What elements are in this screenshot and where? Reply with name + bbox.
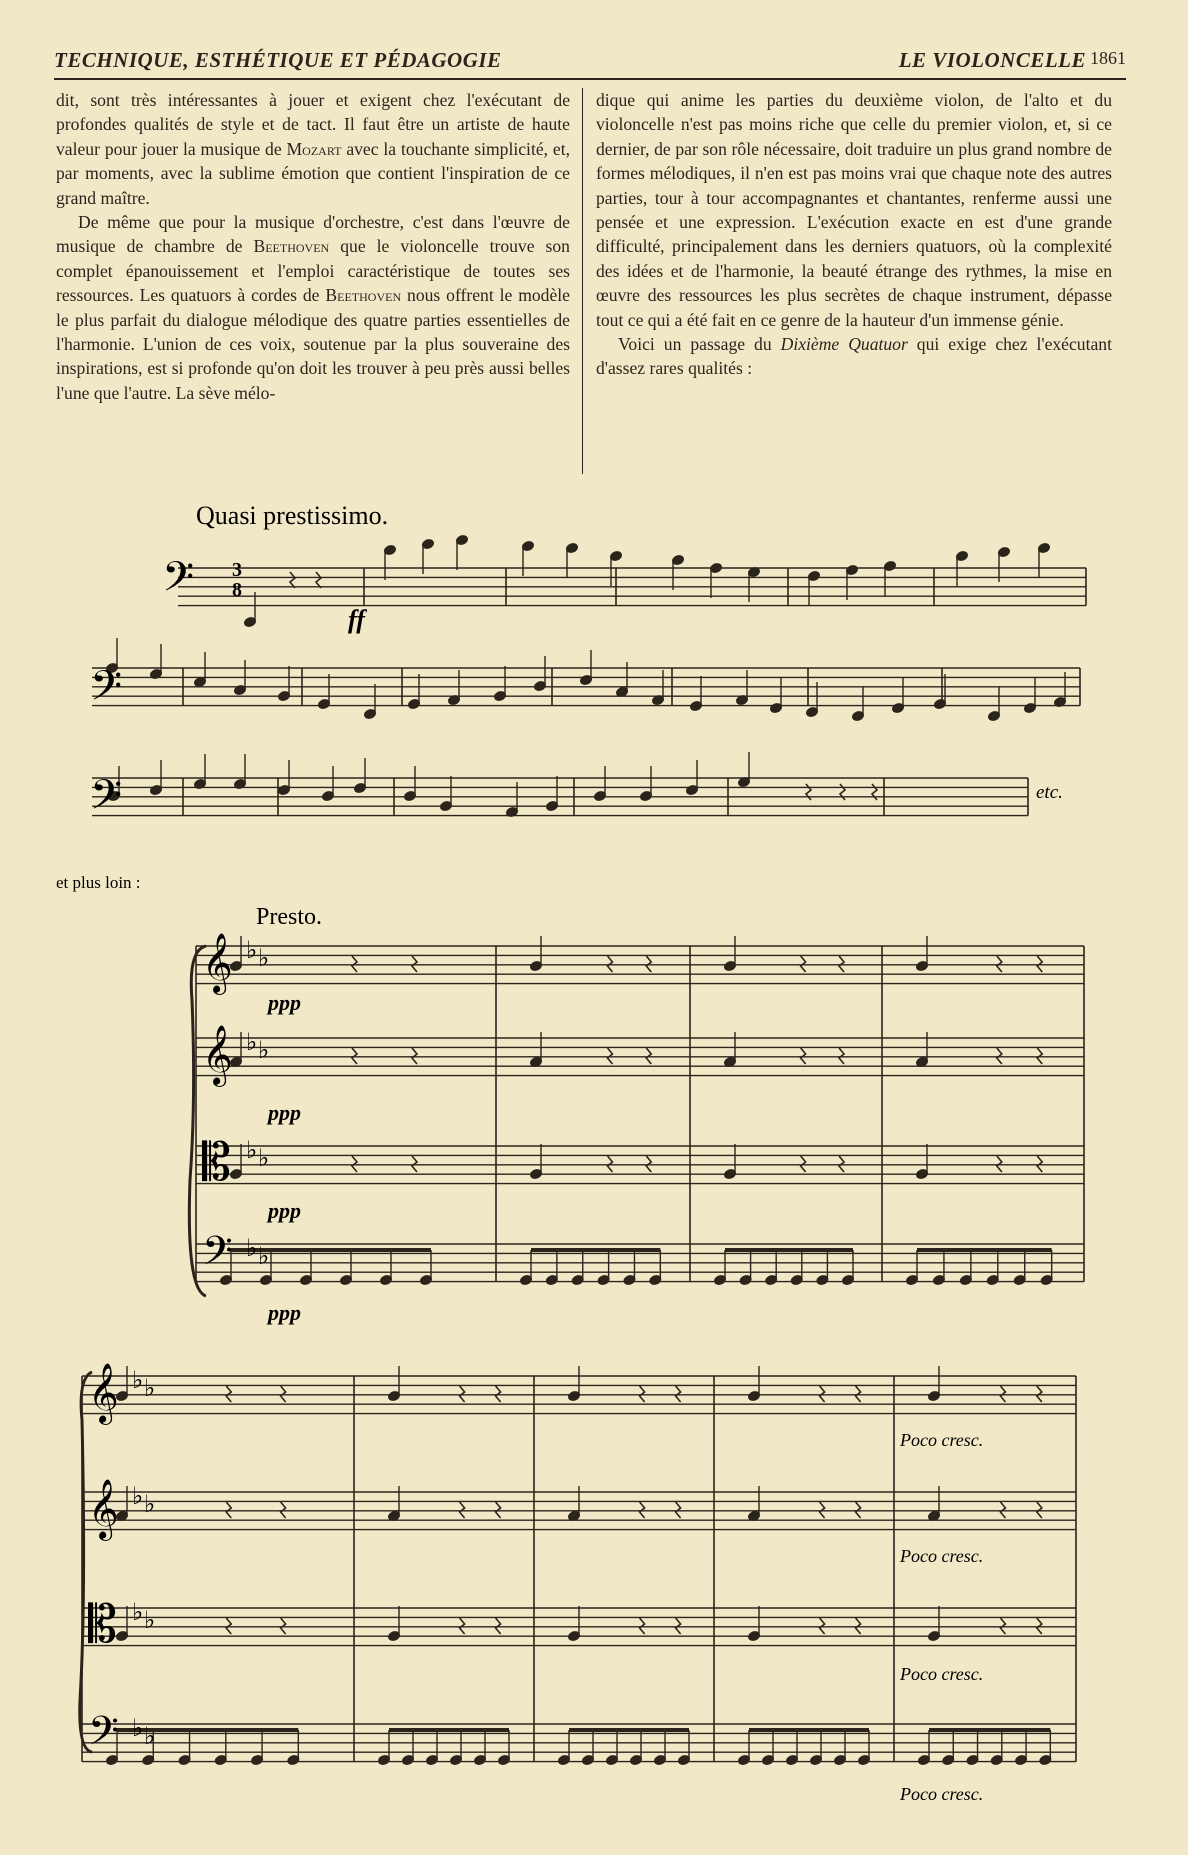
rest-symbol (801, 956, 806, 972)
text: nous offrent le modèle le plus parfait du dialogue mélodique des quatre parties essentielles de l'harmonie. L'union de ces voix, soutenue par la plus souveraine des inspirations, est si profonde qu'on doit les trouver à peu près aussi belles l'une que l'autre. La sève mélo- (56, 285, 570, 403)
rest-symbol (640, 1386, 645, 1402)
rest-symbol (352, 1048, 357, 1064)
rest-symbol (676, 1386, 681, 1402)
rest-symbol (496, 1502, 501, 1518)
transition-text: et plus loin : (56, 873, 141, 892)
flat-icon: ♭ (246, 1136, 258, 1164)
rest-symbol (640, 1502, 645, 1518)
text: Voici un passage du (618, 334, 781, 355)
flat-icon: ♭ (246, 936, 258, 964)
bass-clef-icon: 𝄢 (90, 662, 123, 720)
rest-symbol (607, 1156, 612, 1172)
dynamic-marking: ff (348, 605, 365, 634)
tempo-marking: Presto. (256, 904, 322, 930)
etc-label: etc. (1036, 782, 1063, 803)
text: que le violoncelle trouve son complet épanouissement et l'emploi caractéristique de toutes ses ressources. Les quatuors à cordes de (56, 236, 570, 306)
flat-icon: ♭ (246, 1234, 258, 1262)
flat-icon: ♭ (132, 1366, 144, 1394)
rest-symbol (640, 1618, 645, 1634)
text: avec la touchante simplicité, et, par moments, avec la sublime émotion que contient l'inspiration de ce grand maître. (56, 138, 571, 208)
rest-symbol (806, 784, 811, 800)
rest-symbol (226, 1502, 231, 1518)
rest-symbol (856, 1502, 861, 1518)
bass-clef-icon: 𝄢 (88, 1708, 119, 1764)
dynamics-layer (266, 990, 983, 1804)
treble-clef-icon: 𝄞 (202, 933, 233, 993)
cresc-marking: Poco cresc. (900, 1664, 984, 1684)
rest-symbol (460, 1502, 465, 1518)
rest-symbol (1000, 1618, 1005, 1634)
rest-symbol (820, 1502, 825, 1518)
rest-symbol (460, 1386, 465, 1402)
rest-symbol (840, 784, 845, 800)
rest-symbol (839, 1048, 844, 1064)
dynamic-marking: ppp (268, 1198, 301, 1223)
rest-symbol (1037, 1618, 1042, 1634)
rest-symbol (316, 572, 321, 588)
rest-symbol (856, 1386, 861, 1402)
rest-symbol (281, 1502, 286, 1518)
rest-symbol (281, 1386, 286, 1402)
flat-icon: ♭ (144, 1490, 156, 1518)
rest-symbol (676, 1618, 681, 1634)
rest-symbol (412, 956, 417, 972)
rest-symbol (801, 1048, 806, 1064)
paragraph: dique qui anime les parties du deuxième violon, de l'alto et du violoncelle n'est pas moins riche que celle du premier violon, et, si ce dernier, de par son rôle nécessaire, doit traduire un plus grand nombre de formes mélodiques, il n'en est pas moins vrai que chaque note des autres parties, tour à tour accompagnantes et chantantes, renferme aussi une pensée et une expression. L'exécution exacte en est d'une grande difficulté, principalement dans les derniers quatuors, où la complexité des idées et de l'harmonie, la beauté étrange des rythmes, la mise en œuvre des ressources les plus secrètes de chaque instrument, dépasse tout ce qui a été fait en ce genre de la hauteur d'un immense génie. (596, 90, 1112, 330)
work-title: Dixième Quatuor (780, 334, 908, 355)
flat-icon: ♭ (132, 1482, 144, 1510)
rest-symbol (872, 784, 877, 800)
treble-clef-icon: 𝄞 (88, 1479, 119, 1539)
rest-symbol (460, 1618, 465, 1634)
rest-symbol (281, 1618, 286, 1634)
flat-icon: ♭ (144, 1722, 156, 1750)
rest-symbol (1037, 1502, 1042, 1518)
dynamic-marking: ppp (268, 1100, 301, 1125)
alto-clef-icon: 𝄡 (88, 1595, 118, 1655)
flat-icon: ♭ (144, 1374, 156, 1402)
bass-clef-icon: 𝄢 (90, 771, 123, 829)
rest-symbol (820, 1386, 825, 1402)
bass-clef-icon: 𝄢 (202, 1228, 233, 1284)
rest-symbol (352, 956, 357, 972)
composer-name: Beethoven (253, 236, 330, 257)
rest-symbol (226, 1386, 231, 1402)
rest-symbol (997, 1156, 1002, 1172)
time-signature-top: 3 (232, 559, 242, 581)
flat-icon: ♭ (132, 1598, 144, 1626)
rest-symbol (412, 1156, 417, 1172)
dynamic-marking: ppp (268, 1300, 301, 1325)
rest-symbol (997, 1048, 1002, 1064)
alto-clef-icon: 𝄡 (202, 1133, 232, 1193)
rest-symbol (856, 1618, 861, 1634)
rest-symbol (412, 1048, 417, 1064)
text: De même que pour la musique d'orchestre, c'est dans l'œuvre de musique de chambre de (56, 212, 570, 257)
treble-clef-icon: 𝄞 (202, 1025, 233, 1085)
page-number: 1861 (1090, 48, 1126, 68)
text: dit, sont très intéressantes à jouer et exigent chez l'exécutant de profondes qualités de style et de tact. Il faut être un artiste de haute valeur pour jouer la musique de (56, 90, 570, 159)
rest-symbol (1037, 956, 1042, 972)
rest-symbol (839, 956, 844, 972)
staff-lines (82, 568, 1086, 1762)
bass-clef-icon: 𝄢 (162, 553, 195, 611)
rest-symbol (1037, 1048, 1042, 1064)
flat-icon: ♭ (258, 1144, 270, 1172)
rest-symbol (1037, 1386, 1042, 1402)
rest-symbol (607, 956, 612, 972)
rest-symbol (646, 956, 651, 972)
composer-name: Mozart (286, 138, 342, 159)
flat-icon: ♭ (258, 1036, 270, 1064)
rest-symbol (839, 1156, 844, 1172)
cresc-marking: Poco cresc. (900, 1784, 984, 1804)
cresc-marking: Poco cresc. (900, 1546, 984, 1566)
header-left-title: TECHNIQUE, ESTHÉTIQUE ET PÉDAGOGIE (54, 48, 502, 72)
tempo-marking: Quasi prestissimo. (196, 501, 389, 530)
time-signature-bottom: 8 (232, 579, 242, 601)
rest-symbol (607, 1048, 612, 1064)
rest-symbol (676, 1502, 681, 1518)
treble-clef-icon: 𝄞 (88, 1363, 119, 1423)
rest-symbol (496, 1618, 501, 1634)
composer-name: Beethoven (325, 285, 402, 306)
flat-icon: ♭ (258, 1242, 270, 1270)
flat-icon: ♭ (246, 1028, 258, 1056)
flat-icon: ♭ (258, 944, 270, 972)
header-right-title: LE VIOLONCELLE (898, 48, 1086, 72)
rest-symbol (997, 956, 1002, 972)
rest-symbol (1000, 1386, 1005, 1402)
text: qui exige chez l'exécutant d'assez rares qualités : (596, 334, 1112, 379)
cresc-marking: Poco cresc. (900, 1430, 984, 1450)
rest-symbol (1000, 1502, 1005, 1518)
rest-symbol (820, 1618, 825, 1634)
rest-symbol (352, 1156, 357, 1172)
flat-icon: ♭ (144, 1606, 156, 1634)
dynamic-marking: ppp (268, 990, 301, 1015)
flat-icon: ♭ (132, 1714, 144, 1742)
rest-symbol (801, 1156, 806, 1172)
rest-symbol (1037, 1156, 1042, 1172)
rest-symbol (290, 572, 295, 588)
rest-symbol (226, 1618, 231, 1634)
rest-symbol (646, 1048, 651, 1064)
clefs-layer (88, 933, 269, 1764)
rest-symbol (496, 1386, 501, 1402)
rest-symbol (646, 1156, 651, 1172)
